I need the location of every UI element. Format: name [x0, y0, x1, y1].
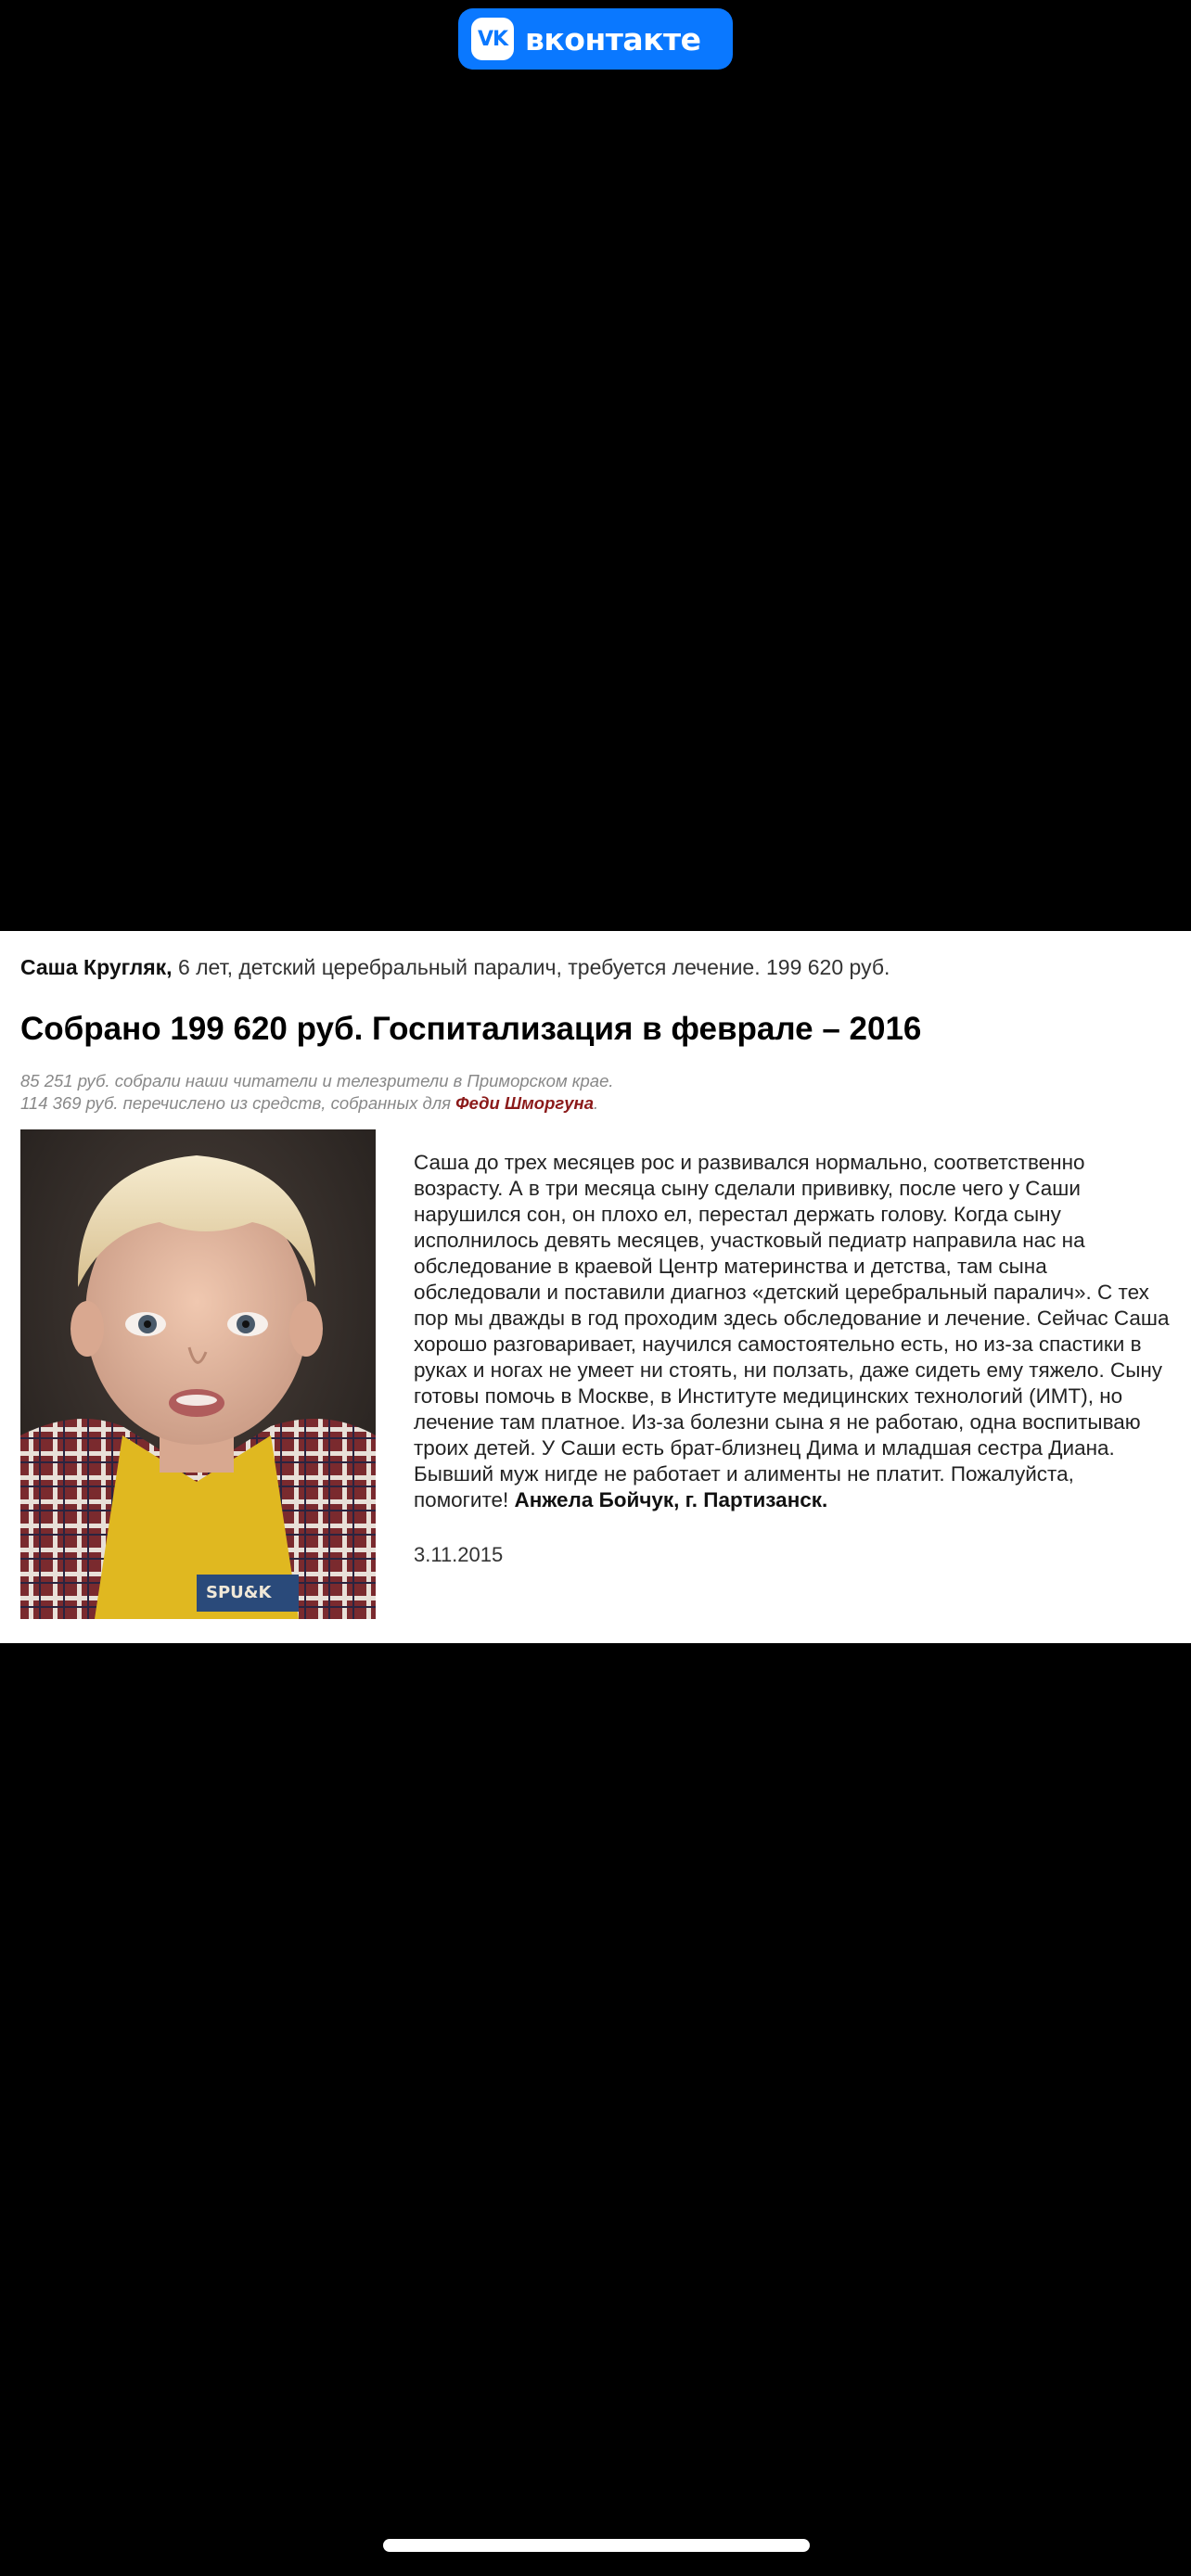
story-text — [414, 1150, 1174, 1513]
article-screenshot — [0, 931, 1191, 1643]
article-lead — [20, 955, 890, 980]
funding-notes — [20, 1070, 614, 1115]
fedi-link[interactable]: Феди Шморгуна — [455, 1093, 595, 1113]
vk-logo-icon: VK — [471, 18, 514, 60]
funding-note-2: 114 369 руб. перечислено из средств, собранных для Феди Шморгуна. — [20, 1093, 599, 1113]
vk-brand-name: вконтакте — [525, 20, 701, 57]
child-photo — [20, 1129, 376, 1619]
funding-note-1: 85 251 руб. собрали наши читатели и телезрители в Приморском крае. — [20, 1071, 614, 1090]
shirt-print-text: SPU&K — [206, 1583, 272, 1602]
lead-details: 6 лет, детский церебральный паралич, требуется лечение. 199 620 руб. — [172, 955, 890, 979]
home-indicator[interactable] — [383, 2539, 810, 2552]
story-author: Анжела Бойчук, г. Партизанск. — [514, 1488, 828, 1511]
story-body: Саша до трех месяцев рос и развивался нормально, соответственно возрасту. А в три месяца сыну сделали прививку, после чего у Саши нарушился сон, он плохо ел, перестал держать голову. Когда сыну исполнилось девять месяцев, участковый педиатр направила нас на обследование в краевой Центр материнства и детства, там сына обследовали и поставили диагноз «детский церебральный паралич». С тех пор мы дважды в год проходим здесь обследование и лечение. Сейчас Саша хорошо разговаривает, научился самостоятельно есть, но из-за спастики в руках и ногах не умеет ни стоять, ни ползать, даже сидеть ему тяжело. Сыну готовы помочь в Москве, в Институте медицинских технологий (ИМТ), но лечение там платное. Из-за болезни сына я не работаю, одна воспитываю троих детей. У Саши есть брат-близнец Дима и младшая сестра Диана. Бывший муж нигде не работает и алименты не платит. Пожалуйста, помогите! — [414, 1151, 1170, 1511]
child-name: Саша Кругляк, — [20, 955, 173, 979]
article-headline: Собрано 199 620 руб. Госпитализация в феврале – 2016 — [20, 1011, 922, 1047]
vk-app-badge[interactable] — [458, 8, 733, 70]
publish-date: 3.11.2015 — [414, 1543, 504, 1566]
